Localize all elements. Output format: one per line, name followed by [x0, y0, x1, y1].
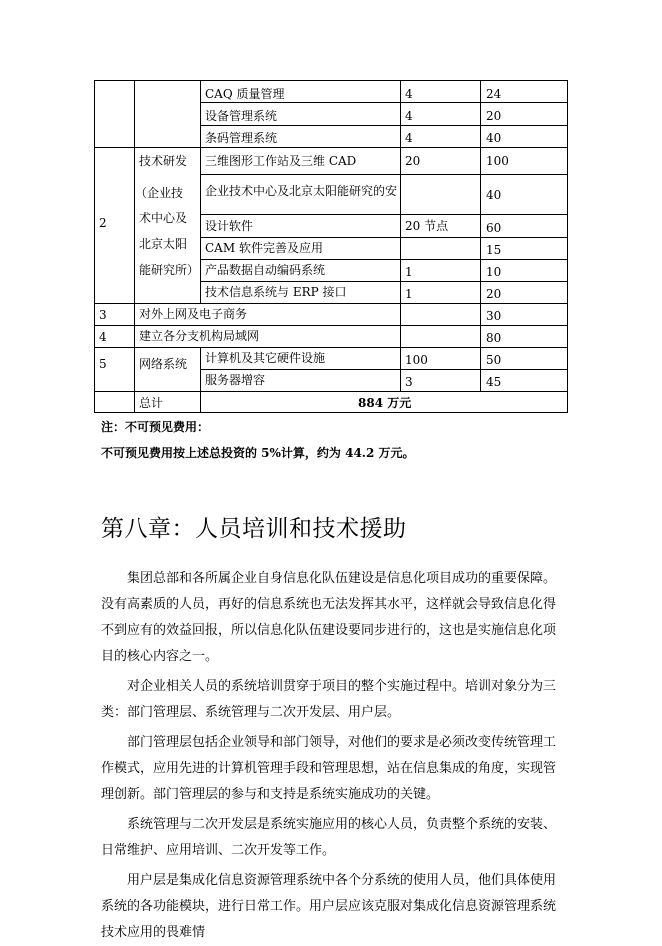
table-rule	[94, 147, 568, 148]
item-cell: 条码管理系统	[205, 131, 278, 145]
table-rule	[200, 259, 568, 260]
investment-table	[0, 0, 662, 420]
row-number: 5	[99, 357, 107, 371]
total-label: 总计	[139, 396, 164, 410]
table-rule	[94, 80, 95, 413]
row-number: 2	[99, 216, 107, 230]
item-cell: 设计软件	[205, 219, 254, 233]
category-line: 术中心及	[139, 211, 188, 225]
table-rule	[94, 347, 568, 348]
category-line: （企业技	[135, 186, 184, 200]
paragraph: 部门管理层包括企业领导和部门领导，对他们的要求是必须改变传统管理工作模式，应用先进的计算机管理手段和管理思想，站在信息集成的角度，实现管理创新。部门管理层的参与和支持是系统实施成功的关键。	[101, 735, 557, 802]
cost-cell: 60	[486, 221, 502, 235]
table-rule	[94, 412, 568, 413]
cost-cell: 45	[486, 375, 502, 389]
cost-cell: 10	[486, 265, 502, 279]
qty-cell: 1	[405, 287, 413, 301]
category-line: 技术研发	[139, 154, 188, 168]
cost-cell: 80	[486, 331, 502, 345]
cost-cell: 20	[486, 109, 502, 123]
qty-cell: 4	[405, 109, 413, 123]
table-rule	[567, 80, 568, 413]
table-rule	[94, 325, 568, 326]
cost-cell: 40	[486, 131, 502, 145]
category-cell: 网络系统	[139, 357, 188, 371]
chapter-title: 第八章：人员培训和技术援助	[101, 516, 407, 542]
qty-cell: 4	[405, 87, 413, 101]
cost-cell: 50	[486, 353, 502, 367]
table-rule	[200, 281, 568, 282]
category-line: 能研究所）	[139, 263, 200, 277]
qty-cell: 100	[405, 353, 428, 367]
row-number: 4	[99, 330, 107, 344]
item-cell: 三维图形工作站及三维 CAD	[205, 154, 357, 168]
qty-cell: 20	[405, 154, 421, 168]
qty-cell: 20 节点	[405, 219, 449, 233]
note-text: 不可预见费用按上述总投资的 5%计算，约为 44.2 万元。	[101, 446, 415, 460]
item-cell: CAQ 质量管理	[205, 87, 285, 101]
paragraph: 对企业相关人员的系统培训贯穿于项目的整个实施过程中。培训对象分为三类：部门管理层、系统管理与二次开发层、用户层。	[101, 679, 557, 720]
row-number: 3	[99, 308, 107, 322]
table-rule	[134, 80, 135, 413]
item-cell: 设备管理系统	[205, 109, 278, 123]
total-value: 884 万元	[358, 396, 412, 410]
qty-cell: 1	[405, 265, 413, 279]
cost-cell: 15	[486, 243, 502, 257]
table-rule	[200, 125, 568, 126]
table-rule	[200, 347, 201, 413]
paragraph: 系统管理与二次开发层是系统实施应用的核心人员，负责整个系统的安装、日常维护、应用培训、二次开发等工作。	[101, 817, 557, 858]
qty-cell: 4	[405, 131, 413, 145]
table-rule	[400, 80, 401, 391]
table-rule	[94, 80, 568, 81]
table-rule	[94, 303, 568, 304]
table-rule	[200, 80, 201, 303]
cost-cell: 30	[486, 309, 502, 323]
paragraph: 用户层是集成化信息资源管理系统中各个分系统的使用人员，他们具体使用系统的各功能模块，进行日常工作。用户层应该克服对集成化信息资源管理系统技术应用的畏难情	[101, 873, 557, 940]
category-cell: 建立各分支机构局域网	[139, 329, 260, 343]
qty-cell: 3	[405, 375, 413, 389]
item-cell: 产品数据自动编码系统	[205, 263, 326, 277]
table-rule	[200, 237, 568, 238]
table-rule	[200, 102, 568, 103]
table-rule	[480, 80, 481, 391]
item-cell: 技术信息系统与 ERP 接口	[205, 285, 347, 299]
table-rule	[200, 214, 568, 215]
table-rule	[94, 391, 568, 392]
category-cell: 对外上网及电子商务	[139, 307, 248, 321]
note-title: 注：不可预见费用：	[101, 420, 210, 434]
cost-cell: 24	[486, 87, 502, 101]
item-cell: CAM 软件完善及应用	[205, 241, 323, 255]
item-cell: 企业技术中心及北京太阳能研究的安	[205, 184, 398, 198]
table-rule	[200, 369, 568, 370]
item-cell: 服务器增容	[205, 373, 266, 387]
body-text	[101, 566, 567, 946]
cost-cell: 20	[486, 287, 502, 301]
cost-cell: 40	[486, 188, 502, 202]
cost-cell: 100	[486, 154, 509, 168]
item-cell: 计算机及其它硬件设施	[205, 351, 326, 365]
category-line: 北京太阳	[139, 237, 188, 251]
paragraph: 集团总部和各所属企业自身信息化队伍建设是信息化项目成功的重要保障。没有高素质的人员，再好的信息系统也无法发挥其水平，这样就会导致信息化得不到应有的效益回报，所以信息化队伍建设要同步进行的，这也是实施信息化项目的核心内容之一。	[101, 571, 557, 664]
table-rule	[200, 174, 568, 175]
